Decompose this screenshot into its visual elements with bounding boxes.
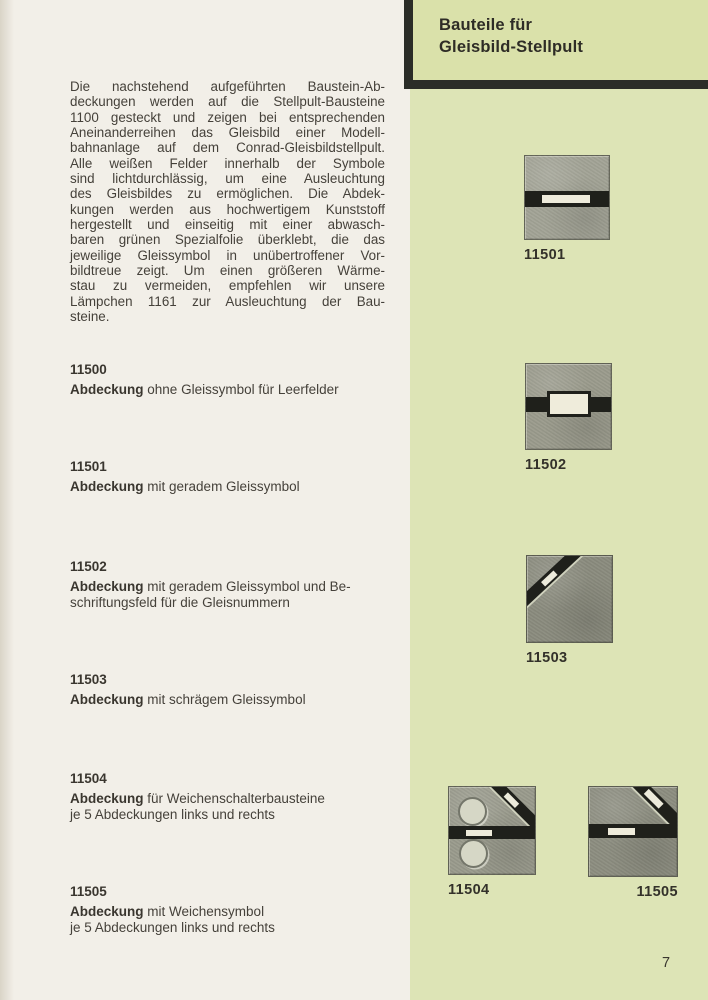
intro-line: Lämpchen 1161 zur Ausleuchtung der Bau- bbox=[70, 293, 385, 309]
section-title bbox=[413, 0, 708, 58]
product-entry-11504 bbox=[70, 771, 400, 822]
track-window bbox=[608, 828, 635, 835]
intro-line: steine. bbox=[70, 309, 110, 325]
figure-11501 bbox=[524, 155, 610, 263]
product-entry-11505 bbox=[70, 884, 400, 935]
figure-label: 11505 bbox=[636, 884, 678, 900]
track-window bbox=[644, 789, 664, 809]
product-number: 11505 bbox=[70, 884, 107, 899]
intro-line: Alle weißen Felder innerhalb der Symbole bbox=[70, 155, 385, 171]
product-entry-11501 bbox=[70, 459, 400, 495]
label-field bbox=[547, 391, 591, 417]
label-field-window bbox=[550, 394, 588, 414]
product-description-text: ohne Gleissymbol für Leerfelder bbox=[147, 382, 339, 397]
figure-11503 bbox=[526, 555, 613, 666]
intro-line: jeweilige Gleissymbol in unübertroffener Vor- bbox=[70, 247, 385, 263]
product-description bbox=[70, 382, 400, 398]
product-description-line2: je 5 Abdeckungen links und rechts bbox=[70, 806, 275, 822]
straight-track-cover-image bbox=[524, 155, 610, 240]
product-number: 11500 bbox=[70, 362, 107, 377]
product-description-line2: schriftungsfeld für die Gleisnummern bbox=[70, 594, 290, 610]
intro-paragraph bbox=[70, 79, 385, 325]
product-description-text: für Weichenschalterbausteine bbox=[147, 791, 325, 806]
intro-line: hergestellt und einseitig mit einer abwasch- bbox=[70, 217, 385, 233]
section-title-line2: Gleisbild-Stellpult bbox=[439, 38, 584, 56]
product-description-line2: je 5 Abdeckungen links und rechts bbox=[70, 919, 275, 935]
product-description-text: mit geradem Gleissymbol bbox=[147, 479, 300, 494]
diagonal-track-band bbox=[526, 555, 602, 628]
switch-button-top bbox=[458, 797, 487, 826]
track-window bbox=[542, 195, 590, 204]
product-description-lead: Abdeckung bbox=[70, 479, 144, 494]
product-description-lead: Abdeckung bbox=[70, 791, 144, 806]
intro-line: des Gleisbildes zu ermöglichen. Die Abdek- bbox=[70, 186, 385, 202]
figure-11502 bbox=[525, 363, 612, 473]
product-description-lead: Abdeckung bbox=[70, 904, 144, 919]
product-description bbox=[70, 904, 400, 920]
product-description-lead: Abdeckung bbox=[70, 579, 144, 594]
section-title-box bbox=[404, 0, 708, 89]
intro-line: kungen werden aus hochwertigem Kunststoff bbox=[70, 201, 385, 217]
figure-label: 11501 bbox=[524, 247, 566, 263]
figure-11505 bbox=[588, 786, 678, 900]
product-number: 11502 bbox=[70, 559, 107, 574]
intro-line: stau zu vermeiden, empfehlen wir unsere bbox=[70, 278, 385, 294]
product-description bbox=[70, 791, 400, 807]
track-window bbox=[466, 830, 492, 836]
product-description-text: mit schrägem Gleissymbol bbox=[147, 692, 306, 707]
product-description-lead: Abdeckung bbox=[70, 382, 144, 397]
figure-11504 bbox=[448, 786, 536, 898]
product-description-text: mit Weichensymbol bbox=[147, 904, 265, 919]
track-band bbox=[449, 826, 535, 839]
track-band bbox=[525, 191, 609, 207]
product-entry-11502 bbox=[70, 559, 400, 610]
product-description-text: mit geradem Gleissymbol und Be- bbox=[147, 579, 351, 594]
product-description bbox=[70, 579, 400, 595]
intro-line: baren grünen Spezialfolie überklebt, die das bbox=[70, 232, 385, 248]
product-number: 11504 bbox=[70, 771, 107, 786]
page-edge-shadow bbox=[0, 0, 14, 1000]
section-title-line1: Bauteile für bbox=[439, 16, 533, 34]
switch-symbol-cover-image bbox=[588, 786, 678, 877]
intro-line: bahnanlage auf dem Conrad-Gleisbildstellpult. bbox=[70, 140, 385, 156]
track-window bbox=[541, 570, 558, 586]
intro-line: 1100 gesteckt und zeigen bei entsprechenden bbox=[70, 109, 385, 125]
intro-line: Aneinanderreihen das Gleisbild einer Modell- bbox=[70, 125, 385, 141]
figure-label: 11503 bbox=[526, 650, 568, 666]
product-description-lead: Abdeckung bbox=[70, 692, 144, 707]
switch-buttons-cover-image bbox=[448, 786, 536, 875]
figure-label: 11502 bbox=[525, 457, 567, 473]
product-description bbox=[70, 479, 400, 495]
figure-label: 11504 bbox=[448, 882, 490, 898]
intro-line: sind lichtdurchlässig, um eine Ausleuchtung bbox=[70, 171, 385, 187]
product-number: 11501 bbox=[70, 459, 107, 474]
intro-line: Die nachstehend aufgeführten Baustein-Ab- bbox=[70, 79, 385, 94]
product-number: 11503 bbox=[70, 672, 107, 687]
intro-line: bildtreue zeigt. Um einen größeren Wärme- bbox=[70, 263, 385, 279]
straight-track-label-field-cover-image bbox=[525, 363, 612, 450]
track-band bbox=[589, 824, 677, 838]
track-window bbox=[504, 792, 520, 808]
product-description bbox=[70, 692, 400, 708]
product-entry-11503 bbox=[70, 672, 400, 708]
page-number: 7 bbox=[662, 955, 671, 971]
product-entry-11500 bbox=[70, 362, 400, 398]
diagonal-track-cover-image bbox=[526, 555, 613, 643]
intro-line: deckungen werden auf die Stellpult-Bausteine bbox=[70, 94, 385, 110]
switch-button-bottom bbox=[459, 839, 488, 868]
